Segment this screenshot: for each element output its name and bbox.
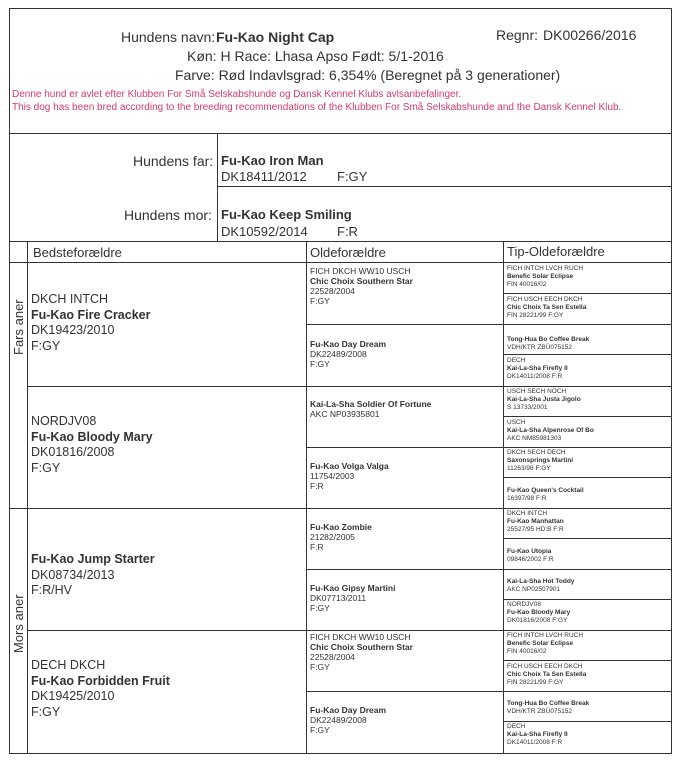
gggp-name: Tong-Hua Bo Coffee Break [507,336,590,343]
gggp-name: Fu-Kao Manhattan [507,518,564,525]
header-row-line [9,262,672,263]
grandparent-2 [31,414,153,476]
gggp-title: FICH INTCH LVCH RUCH [507,632,584,639]
gp-reg: DK01816/2008 [31,445,115,459]
sex-breed-birth: Køn: H Race: Lhasa Apso Født: 5/1-2016 [187,48,444,64]
gggp-line [503,354,672,355]
dam-color: F:R [337,224,358,239]
col-divider-1 [306,241,307,754]
gg-grandparent-10 [507,548,554,564]
gggp-title: NORDJV08 [507,601,541,608]
ggp-name: Fu-Kao Day Dream [310,339,387,349]
gggp-color: F:GY [548,312,564,319]
gggp-title: FICH USCH EECH DKCH [507,296,583,303]
gggp-line [503,599,672,600]
ggp-color: F:GY [310,359,330,369]
great-grandparent-3 [310,399,431,419]
grandparent-4 [31,658,170,720]
gggp-color: F:GY [535,465,551,472]
gggp-name: Fu-Kao Bloody Mary [507,609,571,616]
gg-grandparent-5 [507,388,581,412]
gp-line-3 [27,630,672,631]
sire-name: Fu-Kao Iron Man [221,153,324,168]
gg-grandparent-13 [507,632,583,656]
pedigree-top-line [9,241,672,242]
gggp-reg-line [507,526,564,534]
notice-danish: Denne hund er avlet efter Klubben For Små Selskabshunde og Dansk Kennel Klubs avlsanbefalinger. [12,89,462,100]
gggp-reg-line [507,556,554,564]
gggp-name: Kai-La-Sha Hot Toddy [507,578,575,585]
gggp-reg: FIN 28221/99 [507,679,547,686]
gp-reg: DK19425/2010 [31,689,115,703]
ggp-name: Fu-Kao Gipsy Martini [310,583,396,593]
gp-title: NORDJV08 [31,414,97,428]
gggp-name: Kai-La-Sha Alpenrose Of Bo [507,427,594,434]
gggp-line [503,721,672,722]
great-grandparent-5 [310,522,372,552]
gggp-color: F:R [551,739,563,746]
parents-hline [217,186,672,187]
ggp-line-7 [306,691,672,692]
gggp-line [503,477,672,478]
gggp-reg: VDH/KTR ZBÜ075152 [507,344,573,351]
gg-grandparent-8 [507,487,584,503]
gggp-color: F:R [551,373,563,380]
ggp-reg: AKC NP03935801 [310,409,380,419]
gggp-reg: FIN 28221/99 [507,312,547,319]
gggp-reg-line [507,495,584,503]
gggp-reg: AKC NP02507901 [507,586,561,593]
gggp-reg: 16397/98 [507,495,535,502]
gg-grandparent-15 [507,700,589,716]
ggp-color: F:GY [310,662,330,672]
great-grandparent-7 [310,632,413,672]
gg-grandparent-11 [507,578,574,594]
gggp-reg-line [507,679,586,687]
gggp-title: FICH USCH EECH DKCH [507,663,583,670]
col-divider-2 [503,241,504,754]
reg-number: DK00266/2016 [543,27,637,43]
gg-grandparent-3 [507,336,589,352]
half-divider [9,508,672,509]
sire-color: F:GY [337,169,368,184]
gg-grandparent-2 [507,296,586,320]
ggp-line-1 [306,324,672,325]
ggp-name: Fu-Kao Volga Valga [310,461,389,471]
ggp-reg: 21282/2005 [310,532,355,542]
ggp-line-3 [306,447,672,448]
sire-label: Hundens far: [133,153,214,169]
gggp-reg: DK01816/2008 [507,617,551,624]
dog-name: Fu-Kao Night Cap [216,29,335,45]
breeding-notice [12,89,672,114]
gp-name: Fu-Kao Forbidden Fruit [31,673,170,688]
grandparent-3 [31,552,155,599]
gggp-name: Chic Choix Ta Sen Estella [507,304,587,311]
col-header-great-grandparents: Oldeforældre [310,245,386,260]
gggp-reg: DK14011/2008 [507,739,550,746]
color-inbreeding: Farve: Rød Indavlsgrad: 6,354% (Beregnet på 3 generationer) [175,67,561,83]
col-header-grandparents: Bedsteforældre [33,245,122,260]
grandparent-1 [31,292,150,354]
gggp-line [503,416,672,417]
ggp-name: Chic Choix Southern Star [310,642,413,652]
ggp-color: F:GY [310,603,330,613]
gp-color: F:GY [31,704,61,719]
gggp-reg-line [507,617,570,625]
gggp-name: Benefic Solar Eclipse [507,273,574,280]
gggp-line [503,293,672,294]
gggp-reg: FIN 40016/02 [507,648,547,655]
ggp-name: Chic Choix Southern Star [310,276,413,286]
gg-grandparent-7 [507,449,573,473]
ggp-reg: DK07713/2011 [310,593,367,603]
gggp-name: Chic Choix Ta Sen Estella [507,671,587,678]
gggp-reg-line [507,465,573,473]
gggp-reg-line [507,739,568,747]
ggp-color: F:GY [310,725,330,735]
section-divider [9,133,672,134]
gggp-reg: VDH/KTR ZBÜ075152 [507,708,573,715]
gg-grandparent-12 [507,601,570,625]
dam-name: Fu-Kao Keep Smiling [221,207,352,222]
gggp-name: Fu-Kao Utopia [507,548,552,555]
ggp-color: F:GY [310,296,330,306]
gggp-name: Tong-Hua Bo Coffee Break [507,700,590,707]
gp-name: Fu-Kao Jump Starter [31,552,155,566]
gggp-line [503,660,672,661]
ggp-name: Fu-Kao Zombie [310,522,372,532]
great-grandparent-8 [310,705,386,735]
gp-line-1 [27,386,672,387]
great-grandparent-6 [310,583,395,613]
gggp-reg: 25527/95 [507,526,535,533]
gggp-name: Fu-Kao Queen's Cocktail [507,487,584,494]
gggp-color: F:R [543,556,554,563]
ggp-reg: DK22489/2008 [310,349,367,359]
gggp-name: Kai-La-Sha Firefly II [507,731,568,738]
gp-name: Fu-Kao Fire Cracker [31,307,151,322]
great-grandparent-1 [310,266,413,306]
gggp-reg: S 13733/2001 [507,404,548,411]
gp-reg: DK19423/2010 [31,323,115,337]
gggp-title: DKCH SECH DECH [507,449,566,456]
gg-grandparent-16 [507,723,568,747]
gp-color: F:GY [31,338,61,353]
gggp-title: USCH SECH NOCH [507,388,567,395]
gggp-reg-line [507,373,568,381]
gg-grandparent-14 [507,663,586,687]
gggp-title: DECH [507,357,526,364]
gggp-name: Kai-La-Sha Justa Jigolo [507,396,581,403]
gggp-color: F:R [535,495,547,502]
notice-english: This dog has been bred according to the breeding recommendations of the Klubben For Små Selskabshunde and the Dansk Kennel Klub. [12,101,622,113]
ggp-reg: 22528/2004 [310,286,355,296]
gggp-name: Benefic Solar Eclipse [507,640,574,647]
ggp-color: F:R [310,542,324,552]
col-header-gg-grandparents: Tip-Oldeforældre [507,244,605,259]
ggp-name: Fu-Kao Day Dream [310,705,387,715]
gg-grandparent-6 [507,419,594,443]
great-grandparent-4 [310,461,389,491]
gggp-line [503,538,672,539]
ggp-name: Kai-La-Sha Soldier Of Fortune [310,399,432,409]
side-label-divider [27,241,28,754]
gggp-reg-line [507,312,586,320]
gggp-reg: 09846/2002 [507,556,542,563]
gg-grandparent-9 [507,510,564,534]
gggp-title: FICH INTCH LVCH RUCH [507,265,584,272]
gp-title: DKCH INTCH [31,292,109,306]
parents-divider [217,133,218,241]
ggp-reg: 11754/2003 [310,471,355,481]
gp-color: F:GY [31,460,61,475]
ggp-title: FICH DKCH WW10 USCH [310,632,411,642]
dam-reg: DK10592/2014 [221,224,308,239]
gggp-title: DECH [507,723,526,730]
gggp-reg: AKC NM85981303 [507,435,562,442]
gggp-reg: DK14011/2008 [507,373,550,380]
dam-side-label: Mors aner [11,594,26,653]
gggp-reg: FIN 40016/02 [507,281,547,288]
gggp-color: F:GY [548,679,564,686]
ggp-title: FICH DKCH WW10 USCH [310,266,411,276]
ggp-line-5 [306,569,672,570]
gggp-title: USCH [507,419,526,426]
gp-name: Fu-Kao Bloody Mary [31,429,153,444]
ggp-reg: 22528/2004 [310,652,355,662]
dog-name-label: Hundens navn: [121,29,216,45]
sire-side-label: Fars aner [11,299,26,355]
gggp-title: DKCH INTCH [507,510,548,517]
gggp-color: HD:B F:R [535,526,564,533]
ggp-color: F:R [310,481,324,491]
gp-color: F:R/HV [31,583,72,597]
gggp-reg: 11263/98 [507,465,534,472]
gggp-color: F:GY [552,617,568,624]
great-grandparent-2 [310,339,386,369]
gg-grandparent-4 [507,357,568,381]
gp-title: DECH DKCH [31,658,106,672]
gggp-name: Saxonsprings Martini [507,457,574,464]
dam-label: Hundens mor: [124,207,212,223]
gp-reg: DK08734/2013 [31,567,115,582]
gggp-name: Kai-La-Sha Firefly II [507,365,568,372]
ggp-reg: DK22489/2008 [310,715,367,725]
reg-label: Regnr: [496,27,539,43]
gg-grandparent-1 [507,265,583,289]
sire-reg: DK18411/2012 [221,169,307,184]
